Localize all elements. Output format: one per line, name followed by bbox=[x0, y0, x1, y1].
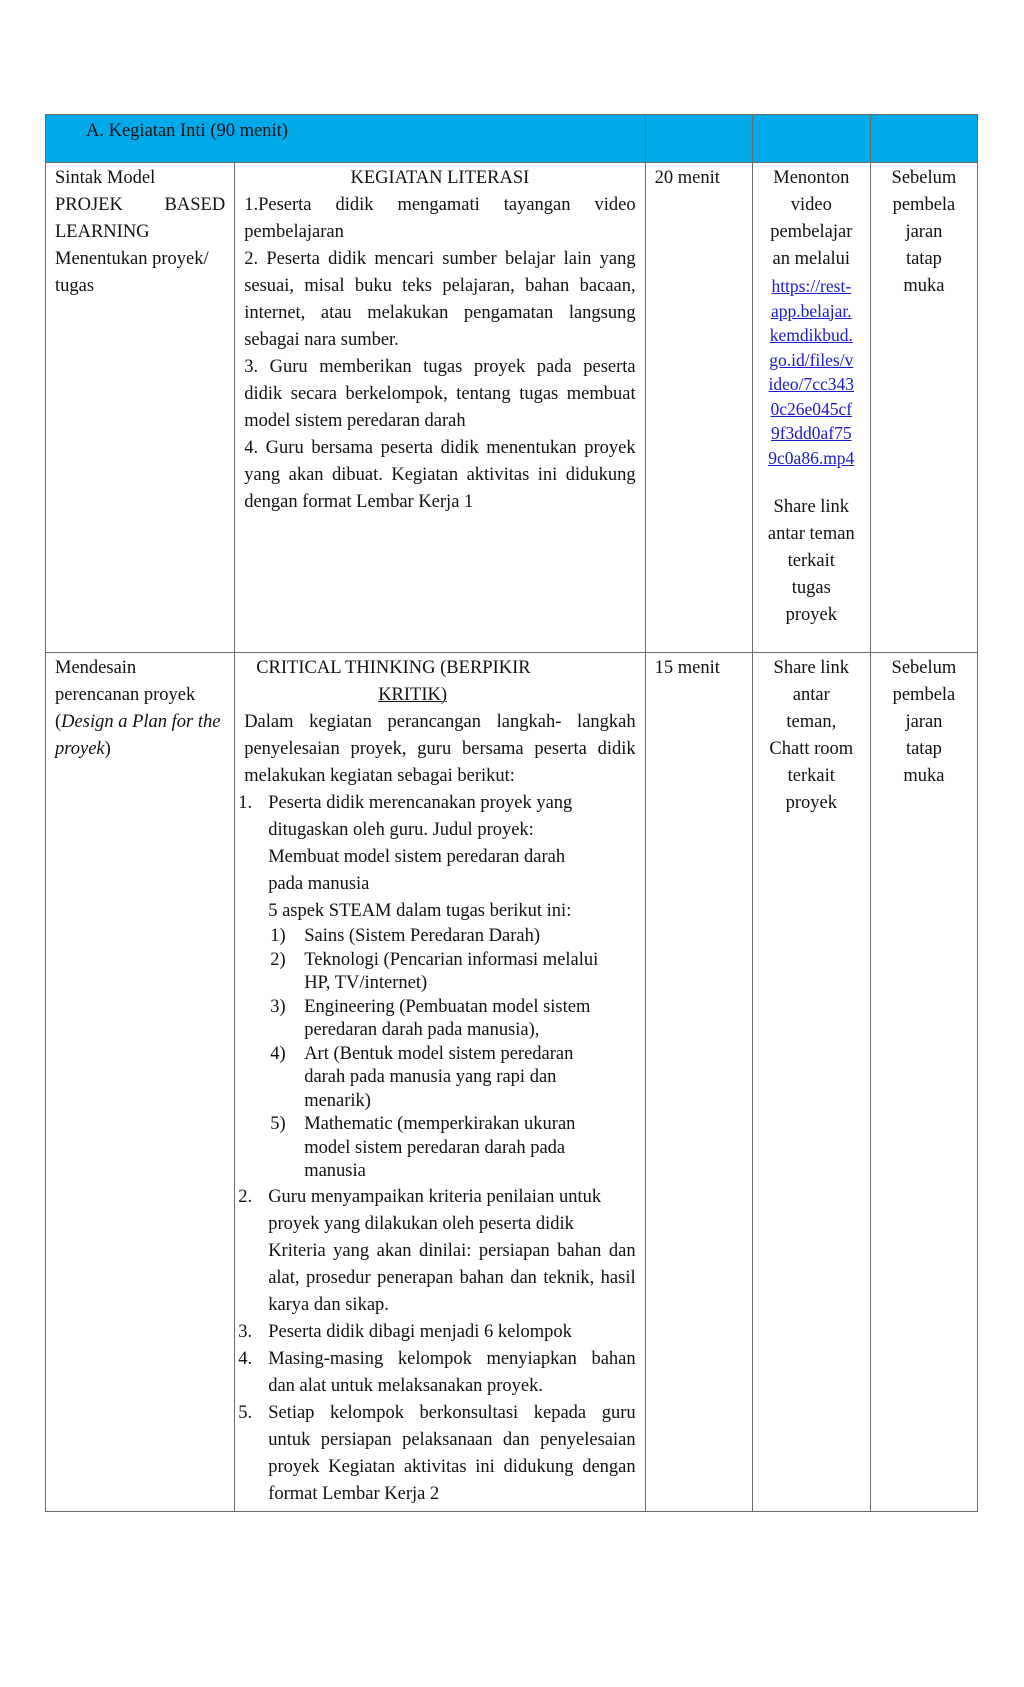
media-line: teman, bbox=[786, 712, 837, 732]
link-line[interactable]: 0c26e045cf bbox=[770, 398, 853, 419]
syntax-line: perencanan proyek bbox=[55, 685, 196, 705]
syntax-line bbox=[55, 192, 225, 219]
media-line: terkait bbox=[787, 766, 835, 786]
link-line[interactable]: app.belajar. bbox=[770, 300, 852, 321]
media-cell bbox=[752, 653, 870, 1512]
link-line[interactable]: kemdikbud. bbox=[769, 325, 853, 345]
list-item: 3. Peserta didik dibagi menjadi 6 kelompok bbox=[238, 1321, 572, 1342]
time-cell bbox=[645, 163, 752, 653]
syntax-line: Mendesain bbox=[55, 658, 137, 678]
media-line: Share link bbox=[773, 497, 850, 517]
list-item: 4. Guru bersama peserta didik menentukan proyek yang akan dibuat. Kegiatan aktivitas ini didukung dengan format Lembar Kerja 1 bbox=[244, 438, 636, 512]
note-cell bbox=[870, 653, 977, 1512]
syntax-line: Menentukan proyek/ bbox=[55, 249, 209, 269]
syntax-line: Sintak Model bbox=[55, 168, 156, 188]
steam-item: 3) Engineering (Pembuatan model sistem peredaran darah pada manusia), bbox=[270, 996, 591, 1040]
media-line: Menonton bbox=[773, 168, 850, 188]
list-item: 4. Masing-masing kelompok menyiapkan bahan dan alat untuk melaksanakan proyek. bbox=[238, 1348, 636, 1396]
note-line: jaran bbox=[905, 712, 943, 732]
note-line: muka bbox=[903, 276, 945, 296]
header-cell-empty bbox=[870, 115, 977, 163]
list-item: 1. Peserta didik merencanakan proyek yang ditugaskan oleh guru. Judul proyek: Membuat model sistem peredaran darah pada manusia 5 aspek STEAM dalam tugas berikut ini: bbox=[244, 790, 635, 925]
note-line: Sebelum bbox=[891, 168, 957, 188]
syntax-word: PROJEK bbox=[55, 195, 123, 215]
link-line[interactable]: https://rest- bbox=[771, 276, 852, 296]
syntax-word: BASED bbox=[164, 195, 226, 215]
syntax-line: LEARNING bbox=[55, 222, 150, 242]
activity-title: KRITIK) bbox=[378, 685, 448, 705]
table-row bbox=[46, 163, 978, 653]
media-line: antar bbox=[792, 685, 830, 705]
list-item: 3. Guru memberikan tugas proyek pada peserta didik secara berkelompok, tentang tugas membuat model sistem peredaran darah bbox=[244, 357, 636, 431]
media-line: an melalui bbox=[772, 249, 851, 269]
media-cell bbox=[752, 163, 870, 653]
steam-item: 2) Teknologi (Pencarian informasi melalui HP, TV/internet) bbox=[270, 949, 599, 993]
syntax-line: tugas bbox=[55, 276, 95, 296]
media-line: proyek bbox=[785, 605, 837, 625]
header-cell bbox=[46, 115, 646, 163]
video-link[interactable] bbox=[757, 274, 866, 470]
section-title: A. Kegiatan Inti (90 menit) bbox=[86, 121, 288, 141]
activity-title: CRITICAL THINKING (BERPIKIR bbox=[256, 658, 531, 678]
media-line: antar teman bbox=[767, 524, 855, 544]
lesson-activity-table bbox=[45, 114, 978, 1512]
media-line: terkait bbox=[787, 551, 835, 571]
link-line[interactable]: go.id/files/v bbox=[769, 349, 854, 370]
note-line: jaran bbox=[905, 222, 943, 242]
media-line: tugas bbox=[791, 578, 831, 598]
header-cell-empty bbox=[752, 115, 870, 163]
list-item: 1.Peserta didik mengamati tayangan video pembelajaran bbox=[244, 195, 636, 242]
link-line[interactable]: 9f3dd0af75 bbox=[770, 423, 852, 443]
time-cell bbox=[645, 653, 752, 1512]
media-line: video bbox=[790, 195, 832, 215]
note-line: pembela bbox=[892, 195, 956, 215]
note-line: tatap bbox=[905, 249, 942, 269]
time-allocation: 20 menit bbox=[654, 168, 720, 188]
steam-item: 4) Art (Bentuk model sistem peredaran darah pada manusia yang rapi dan menarik) bbox=[270, 1043, 574, 1111]
steam-item: 1) Sains (Sistem Peredaran Darah) bbox=[270, 926, 540, 946]
note-line: Sebelum bbox=[891, 658, 957, 678]
note-cell bbox=[870, 163, 977, 653]
activity-cell bbox=[235, 163, 645, 653]
media-line: Chatt room bbox=[769, 739, 854, 759]
list-item: 2. Peserta didik mencari sumber belajar lain yang sesuai, misal buku teks pelajaran, bahan bacaan, internet, atau melakukan pengamatan langsung sebagai nara sumber. bbox=[244, 249, 636, 350]
note-line: muka bbox=[903, 766, 945, 786]
link-line[interactable]: ideo/7cc343 bbox=[768, 374, 855, 394]
steam-intro: 5 aspek STEAM dalam tugas berikut ini: bbox=[268, 901, 572, 921]
intro-paragraph: Dalam kegiatan perancangan langkah- langkah penyelesaian proyek, guru bersama peserta didik melakukan kegiatan sebagai berikut: bbox=[244, 712, 636, 786]
syntax-cell bbox=[46, 163, 235, 653]
media-line: pembelajar bbox=[770, 222, 853, 242]
list-item: 2. Guru menyampaikan kriteria penilaian untuk proyek yang dilakukan oleh peserta didik Kriteria yang akan dinilai: persiapan bahan dan alat, prosedur penerapan bahan dan teknik, hasil karya dan sikap. bbox=[238, 1186, 636, 1315]
syntax-cell bbox=[46, 653, 235, 1512]
note-line: pembela bbox=[892, 685, 956, 705]
list-item: 5. Setiap kelompok berkonsultasi kepada guru untuk persiapan pelaksanaan dan penyelesaian proyek Kegiatan aktivitas ini didukung dengan format Lembar Kerja 2 bbox=[238, 1402, 636, 1504]
syntax-italic-line: (Design a Plan for the proyek) bbox=[55, 712, 221, 759]
time-allocation: 15 menit bbox=[654, 658, 720, 678]
link-line[interactable]: 9c0a86.mp4 bbox=[768, 447, 855, 468]
activity-cell bbox=[235, 653, 645, 1512]
steam-item: 5) Mathematic (memperkirakan ukuran model sistem peredaran darah pada manusia bbox=[270, 1114, 576, 1181]
table-header-row bbox=[46, 115, 978, 163]
media-line: proyek bbox=[785, 793, 837, 813]
table-row bbox=[46, 653, 978, 1512]
note-line: tatap bbox=[905, 739, 942, 759]
activity-title: KEGIATAN LITERASI bbox=[350, 168, 530, 188]
header-cell-empty bbox=[645, 115, 752, 163]
media-line: Share link bbox=[773, 658, 850, 678]
